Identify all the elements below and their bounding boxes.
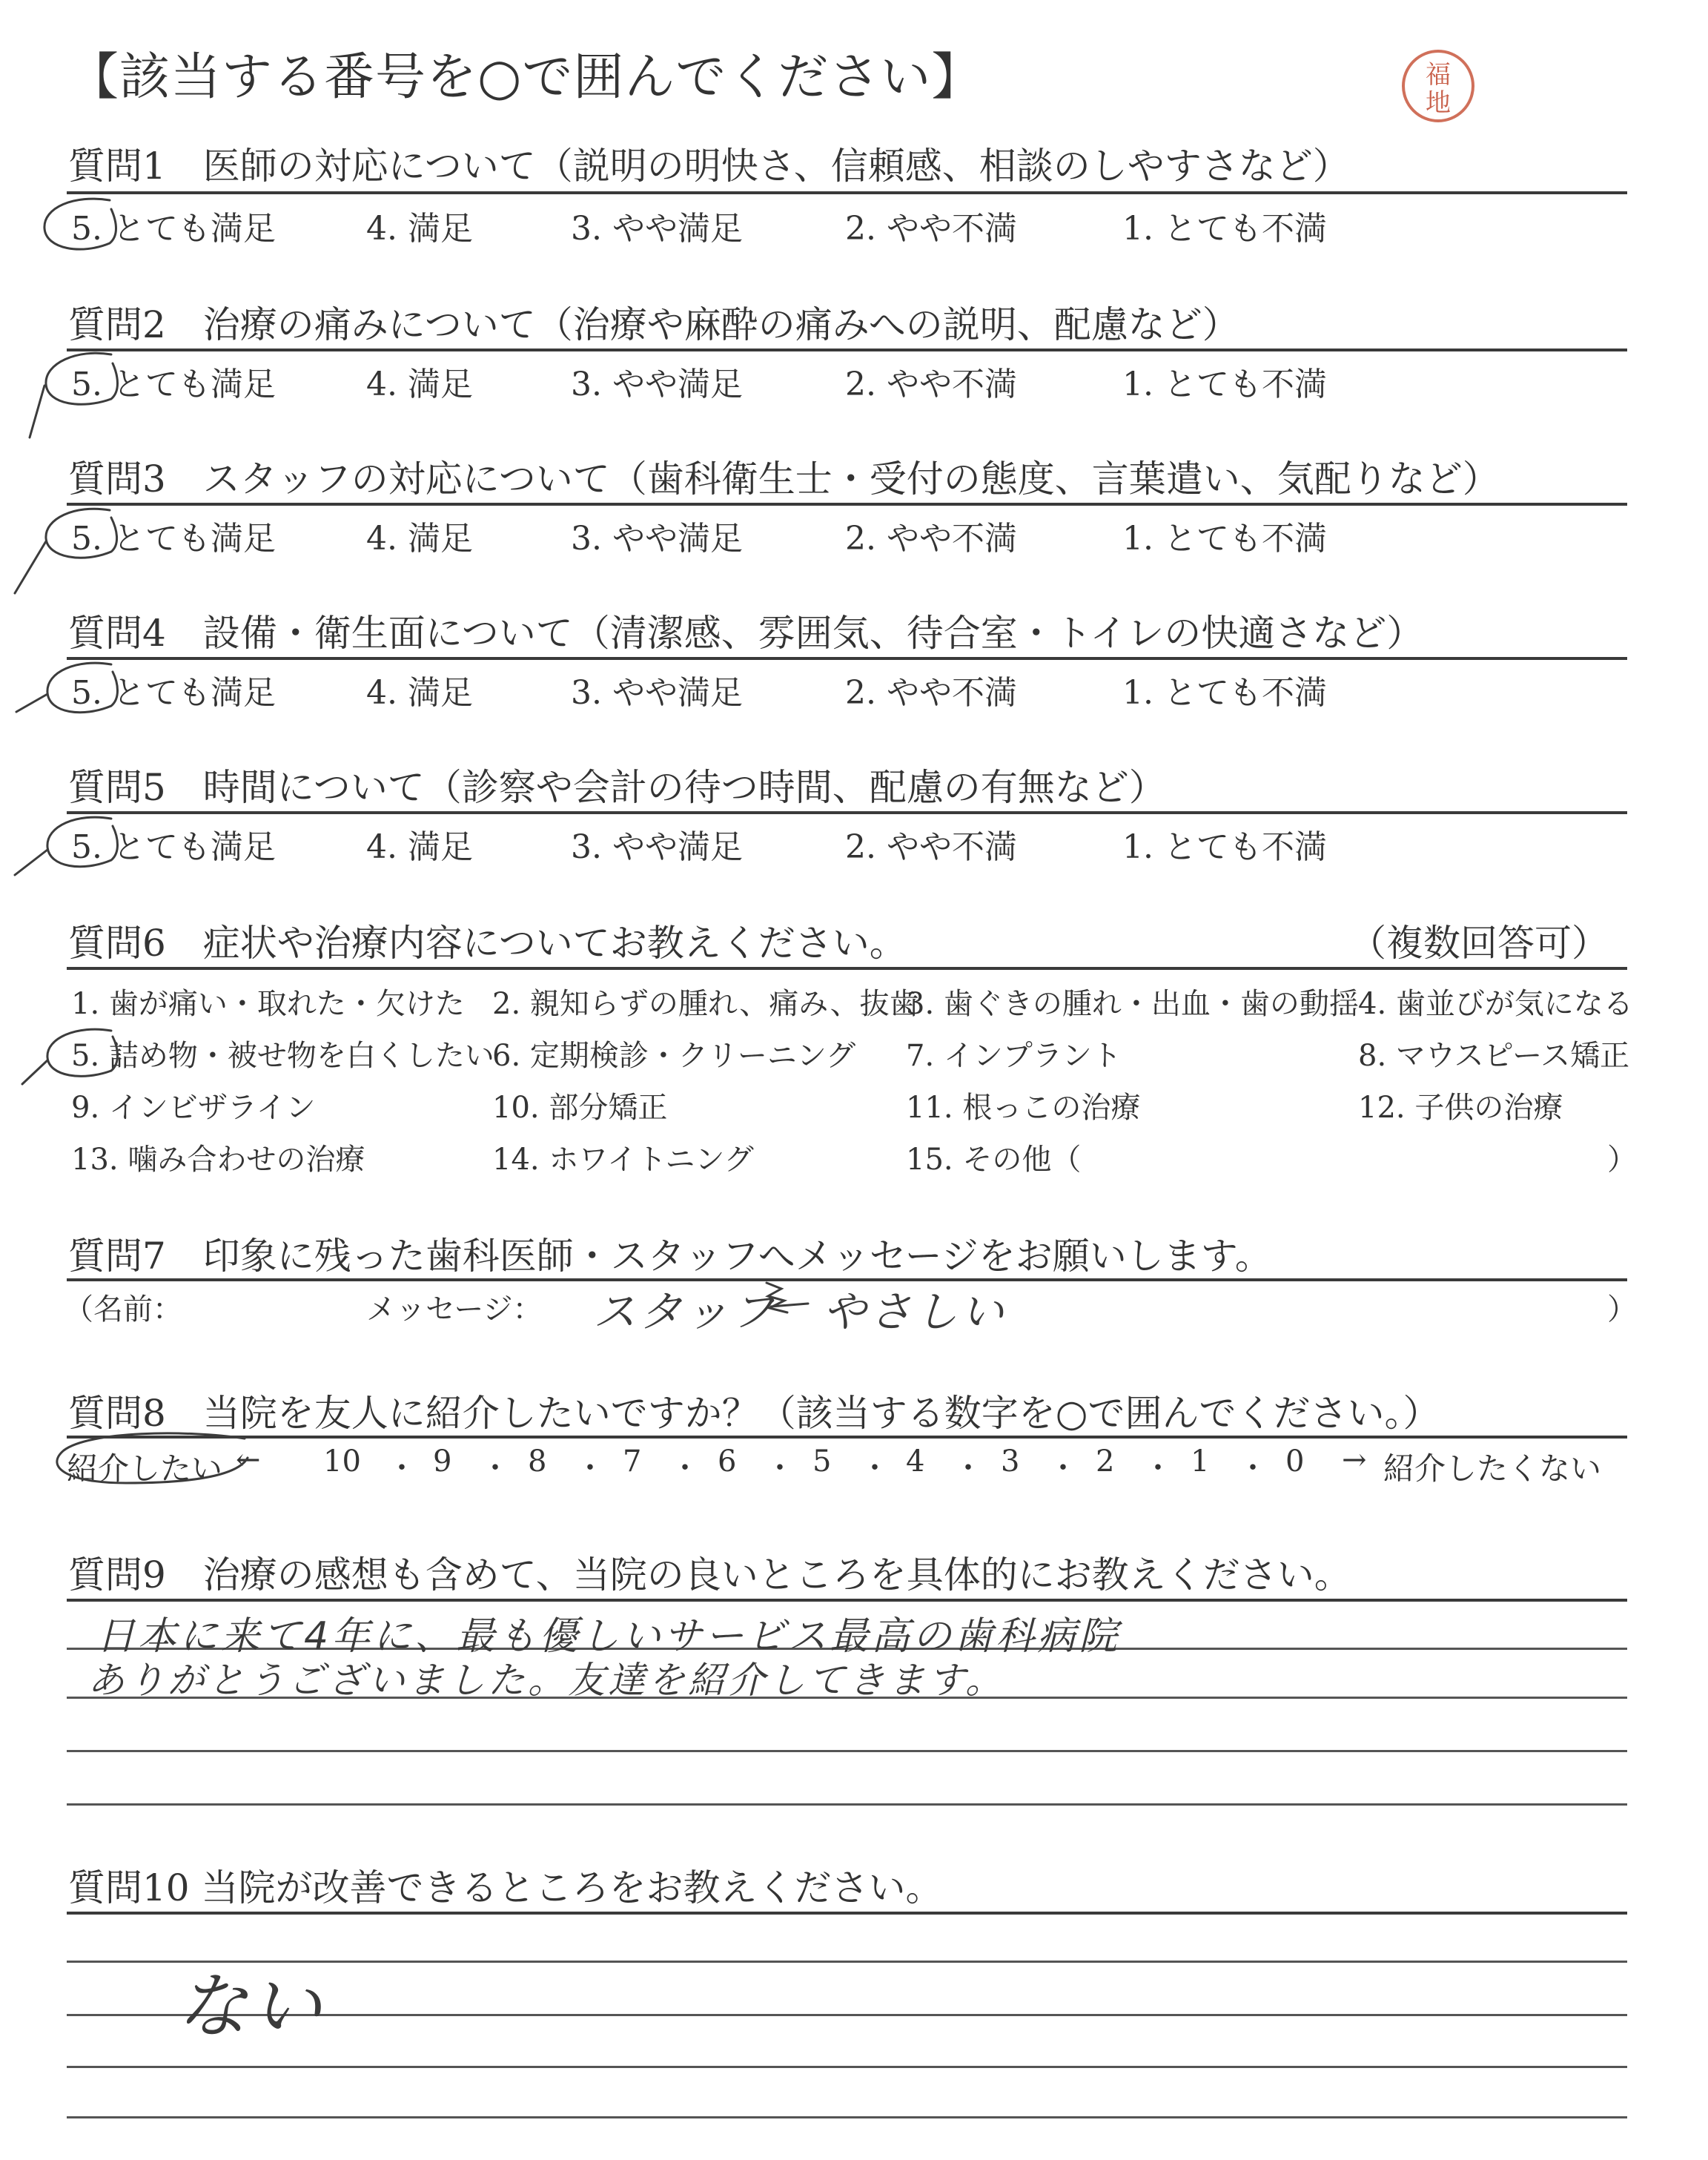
question-3-rule	[67, 503, 1627, 506]
q6-item-13[interactable]: 13. 噛み合わせの治療	[71, 1143, 365, 1177]
q6-item-10[interactable]: 10. 部分矯正	[492, 1091, 668, 1125]
q1-option-2[interactable]: 2. やや不満	[845, 210, 1017, 248]
q10-answer-line	[67, 2066, 1627, 2068]
q9-answer-line-1[interactable]: 日本に来て4年に、最も優しいサービス最高の歯科病院	[96, 1614, 1121, 1659]
q8-scale-dot: ・	[860, 1451, 890, 1485]
q7-name-label: （名前：	[64, 1292, 182, 1327]
q8-scale-5[interactable]: 5	[812, 1444, 832, 1479]
q8-scale-dot: ・	[480, 1451, 510, 1485]
q4-option-2[interactable]: 2. やや不満	[845, 674, 1017, 712]
q1-option-4[interactable]: 4. 満足	[366, 210, 473, 248]
q8-scale-dot: ・	[765, 1451, 795, 1485]
q4-option-5[interactable]: 5. とても満足	[71, 674, 276, 712]
q6-item-12[interactable]: 12. 子供の治療	[1358, 1091, 1563, 1125]
question-2-title: 質問2 治療の痛みについて（治療や麻酔の痛みへの説明、配慮など）	[68, 303, 1239, 346]
question-1-rule	[67, 191, 1627, 194]
q8-scale-6[interactable]: 6	[718, 1444, 737, 1479]
question-7-title: 質問7 印象に残った歯科医師・スタッフへメッセージをお願いします。	[68, 1235, 1272, 1278]
q6-item-11[interactable]: 11. 根っこの治療	[906, 1091, 1141, 1125]
q6-item-1[interactable]: 1. 歯が痛い・取れた・欠けた	[71, 987, 465, 1021]
question-8-rule	[67, 1436, 1627, 1439]
question-6-note: （複数回答可）	[1349, 922, 1609, 965]
question-5-rule	[67, 811, 1627, 814]
q6-item-7[interactable]: 7. インプラント	[906, 1039, 1122, 1073]
q8-scale-10[interactable]: 10	[323, 1444, 361, 1479]
question-5-title: 質問5 時間について（診察や会計の待つ時間、配慮の有無など）	[68, 766, 1166, 809]
seal-stamp	[1400, 47, 1477, 125]
q10-answer[interactable]: ない	[176, 1965, 325, 2048]
q8-scale-dot: ・	[575, 1451, 605, 1485]
question-9-rule	[67, 1599, 1627, 1602]
q5-option-1[interactable]: 1. とても不満	[1122, 828, 1327, 866]
question-10-title: 質問10 当院が改善できるところをお教えください。	[68, 1866, 943, 1909]
q8-scale-8[interactable]: 8	[528, 1444, 547, 1479]
q4-option-4[interactable]: 4. 満足	[366, 674, 473, 712]
q8-scale-3[interactable]: 3	[1001, 1444, 1020, 1479]
q1-option-3[interactable]: 3. やや満足	[571, 210, 743, 248]
q5-option-2[interactable]: 2. やや不満	[845, 828, 1017, 866]
q5-option-4[interactable]: 4. 満足	[366, 828, 473, 866]
q3-option-4[interactable]: 4. 満足	[366, 520, 473, 558]
q8-right-label[interactable]: 紹介したくない	[1383, 1450, 1602, 1487]
question-6-rule	[67, 967, 1627, 970]
q8-scale-dot: ・	[1238, 1451, 1268, 1485]
q8-left-arrow: ←	[236, 1443, 261, 1477]
q6-item-8[interactable]: 8. マウスピース矯正	[1358, 1039, 1630, 1073]
q9-answer-line	[67, 1803, 1627, 1806]
q9-answer-line-2[interactable]: ありがとうございました。友達を紹介してきます。	[87, 1659, 1005, 1702]
q8-scale-0[interactable]: 0	[1285, 1444, 1305, 1479]
q7-message-label: メッセージ：	[366, 1292, 543, 1327]
q3-option-5[interactable]: 5. とても満足	[71, 520, 276, 558]
q7-closing-paren: ）	[1607, 1292, 1637, 1327]
q6-item-3[interactable]: 3. 歯ぐきの腫れ・出血・歯の動揺	[906, 987, 1359, 1021]
q3-option-3[interactable]: 3. やや満足	[571, 520, 743, 558]
svg-text:福: 福	[1426, 60, 1451, 90]
q8-scale-dot: ・	[953, 1451, 983, 1485]
question-1-title: 質問1 医師の対応について（説明の明快さ、信頼感、相談のしやすさなど）	[68, 145, 1350, 188]
q8-scale-4[interactable]: 4	[906, 1444, 925, 1479]
q6-item-14[interactable]: 14. ホワイトニング	[492, 1143, 754, 1177]
q8-scale-9[interactable]: 9	[433, 1444, 452, 1479]
q6-item-6[interactable]: 6. 定期検診・クリーニング	[492, 1039, 856, 1073]
q2-option-2[interactable]: 2. やや不満	[845, 366, 1017, 403]
q2-option-5[interactable]: 5. とても満足	[71, 366, 276, 403]
question-10-rule	[67, 1912, 1627, 1915]
q4-option-3[interactable]: 3. やや満足	[571, 674, 743, 712]
question-4-title: 質問4 設備・衛生面について（清潔感、雰囲気、待合室・トイレの快適さなど）	[68, 612, 1424, 655]
question-6-title: 質問6 症状や治療内容についてお教えください。	[68, 922, 907, 965]
q8-scale-dot: ・	[1048, 1451, 1078, 1485]
q3-option-1[interactable]: 1. とても不満	[1122, 520, 1327, 558]
q8-right-arrow: →	[1342, 1443, 1367, 1477]
instruction-heading: 【該当する番号を○で囲んでください】	[68, 48, 983, 107]
q6-other-closing-paren: ）	[1607, 1143, 1637, 1177]
q8-scale-2[interactable]: 2	[1096, 1444, 1115, 1479]
question-3-title: 質問3 スタッフの対応について（歯科衛生士・受付の態度、言葉遣い、気配りなど）	[68, 458, 1500, 501]
q5-option-3[interactable]: 3. やや満足	[571, 828, 743, 866]
q8-scale-dot: ・	[670, 1451, 700, 1485]
question-2-rule	[67, 349, 1627, 351]
q2-option-1[interactable]: 1. とても不満	[1122, 366, 1327, 403]
q3-option-2[interactable]: 2. やや不満	[845, 520, 1017, 558]
svg-text:地: 地	[1426, 88, 1451, 118]
seal-stamp-text: 福地	[1413, 126, 1414, 127]
question-9-title: 質問9 治療の感想も含めて、当院の良いところを具体的にお教えください。	[68, 1553, 1351, 1596]
q1-option-5[interactable]: 5. とても満足	[71, 210, 276, 248]
q8-left-label[interactable]: 紹介したい	[67, 1450, 223, 1487]
q8-scale-7[interactable]: 7	[623, 1444, 642, 1479]
q6-item-9[interactable]: 9. インビザライン	[71, 1091, 316, 1125]
q2-option-3[interactable]: 3. やや満足	[571, 366, 743, 403]
q8-scale-dot: ・	[1143, 1451, 1173, 1485]
q1-option-1[interactable]: 1. とても不満	[1122, 210, 1327, 248]
q4-option-1[interactable]: 1. とても不満	[1122, 674, 1327, 712]
question-4-rule	[67, 657, 1627, 660]
q6-item-5[interactable]: 5. 詰め物・被せ物を白くしたい	[71, 1039, 494, 1073]
q2-option-4[interactable]: 4. 満足	[366, 366, 473, 403]
q6-item-15[interactable]: 15. その他（	[906, 1143, 1082, 1177]
q8-scale-1[interactable]: 1	[1191, 1444, 1210, 1479]
question-8-title: 質問8 当院を友人に紹介したいですか？（該当する数字を○で囲んでください。）	[68, 1392, 1440, 1435]
q7-message-handwritten[interactable]: スタッフ やさしい	[593, 1287, 1007, 1337]
q6-item-2[interactable]: 2. 親知らずの腫れ、痛み、抜歯	[492, 987, 919, 1021]
q5-option-5[interactable]: 5. とても満足	[71, 828, 276, 866]
q9-answer-line	[67, 1750, 1627, 1752]
q10-answer-line	[67, 2116, 1627, 2118]
q8-scale-dot: ・	[387, 1451, 417, 1485]
seal-stamp-icon	[1400, 47, 1477, 125]
q6-item-4[interactable]: 4. 歯並びが気になる	[1358, 987, 1633, 1021]
